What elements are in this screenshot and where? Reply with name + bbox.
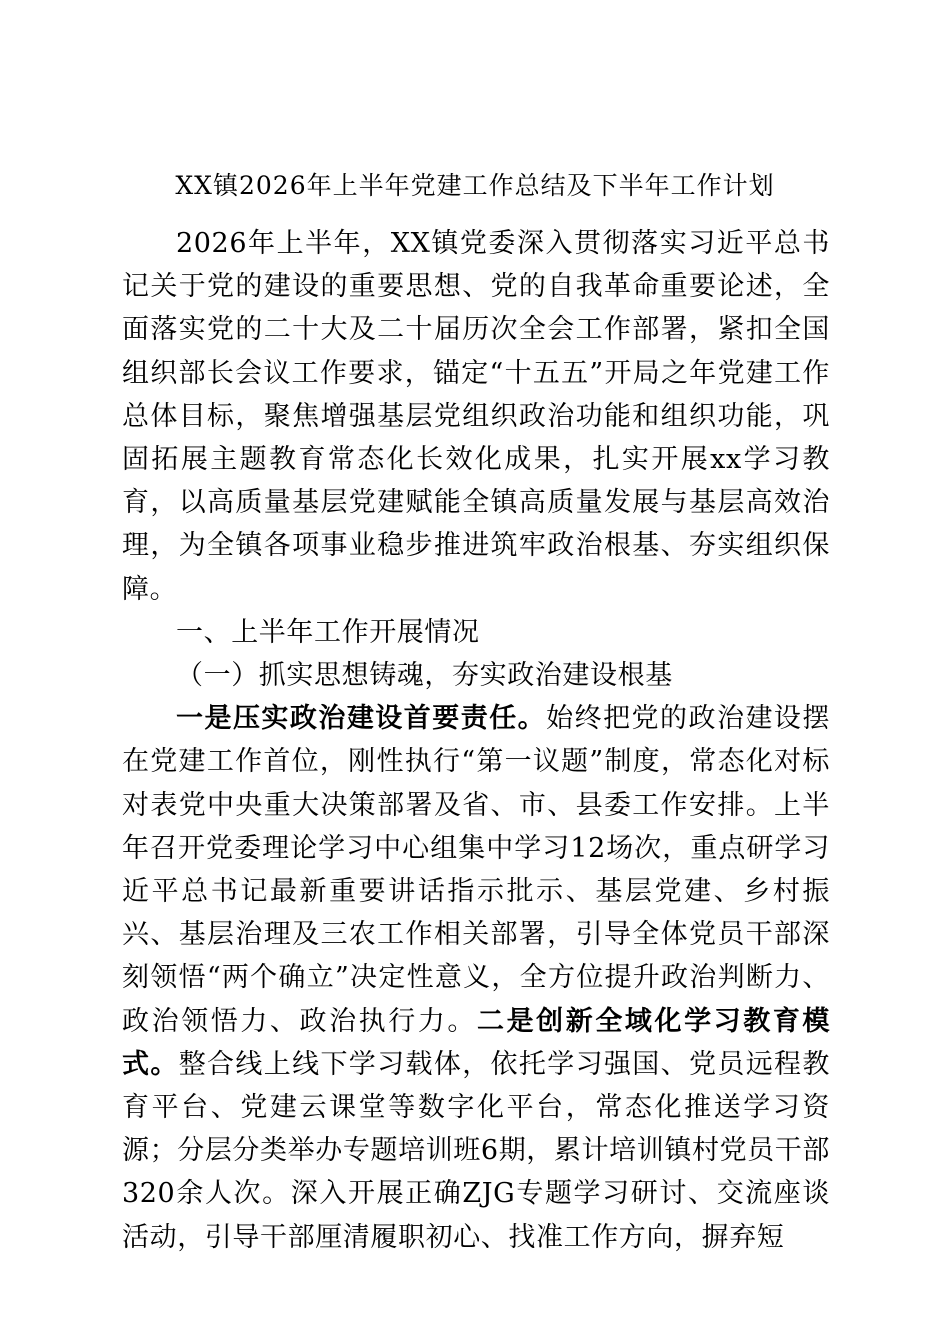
subsection-heading: （一）抓实思想铸魂，夯实政治建设根基 — [176, 660, 673, 692]
point-2-text: 整合线上线下学习载体，依托学习强国、党员远程教育平台、党建云课堂等数字化平台，常态化推送学习资源；分层分类举办专题培训班6期，累计培训镇村党员干部320余人次。深入开展正确ZJG专题学习研讨、交流座谈活动，引导干部厘清履职初心、找准工作方向，摒弃短 — [122, 1048, 830, 1253]
point-paragraph — [122, 697, 830, 1259]
point-1-text: 始终把党的政治建设摆在党建工作首位，刚性执行“第一议题”制度，常态化对标对表党中央重大决策部署及省、市、县委工作安排。上半年召开党委理论学习中心组集中学习12场次，重点研学习近平总书记最新重要讲话指示批示、基层党建、乡村振兴、基层治理及三农工作相关部署，引导全体党员干部深刻领悟“两个确立”决定性意义，全方位提升政治判断力、政治领悟力、政治执行力。 — [122, 703, 830, 1037]
section-heading: 一、上半年工作开展情况 — [176, 616, 480, 648]
intro-paragraph: 2026年上半年，XX镇党委深入贯彻落实习近平总书记关于党的建设的重要思想、党的自我革命重要论述，全面落实党的二十大及二十届历次全会工作部署，紧扣全国组织部长会议工作要求，锚定“十五五”开局之年党建工作总体目标，聚焦增强基层党组织政治功能和组织功能，巩固拓展主题教育常态化长效化成果，扎实开展xx学习教育，以高质量基层党建赋能全镇高质量发展与基层高效治理，为全镇各项事业稳步推进筑牢政治根基、夯实组织保障。 — [122, 228, 830, 605]
point-1-lead: 一是压实政治建设首要责任。 — [176, 703, 547, 735]
document-body — [122, 222, 830, 1259]
point-2-lead: 二是创新全域化学习教育模式。 — [122, 1005, 831, 1080]
document-title: XX镇2026年上半年党建工作总结及下半年工作计划 — [175, 171, 775, 200]
